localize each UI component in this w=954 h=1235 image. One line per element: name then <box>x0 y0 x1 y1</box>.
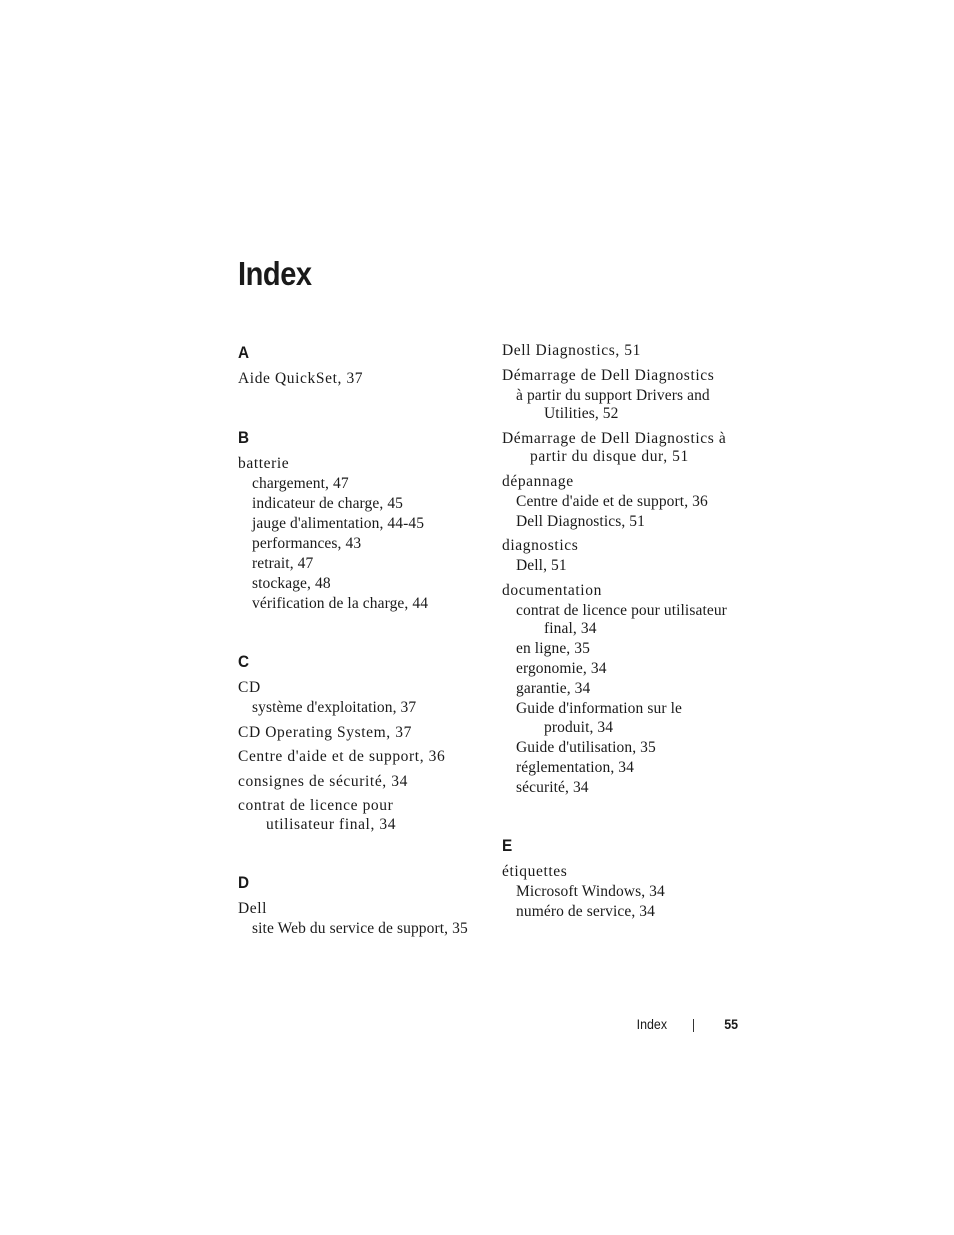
index-subterm-text: à partir du support Drivers and <box>516 386 710 404</box>
index-subterm: sécurité, 34 <box>516 778 589 796</box>
section-letter: D <box>238 873 250 892</box>
index-term-text: CD <box>238 679 261 696</box>
index-term-text: Démarrage de Dell Diagnostics <box>502 366 715 384</box>
index-section <box>238 872 488 939</box>
index-term-text: diagnostics <box>502 537 579 554</box>
index-subterm: Dell, 51 <box>516 557 567 574</box>
index-subterm: numéro de service, 34 <box>516 903 655 920</box>
index-term-text: Démarrage de Dell Diagnostics à <box>502 429 727 447</box>
index-term-text: consignes de sécurité, 34 <box>238 772 408 790</box>
index-subterm-continuation: Utilities, 52 <box>544 405 619 422</box>
page-footer <box>0 1015 954 1035</box>
section-letter: B <box>238 427 250 447</box>
index-entry <box>238 773 488 792</box>
index-section <box>502 342 747 797</box>
index-term <box>238 797 488 834</box>
index-term-text: Centre d'aide et de support, 36 <box>238 748 446 765</box>
index-entry <box>502 863 747 922</box>
index-subterm: réglementation, 34 <box>516 758 635 776</box>
footer-section-label: Index <box>636 1017 667 1032</box>
section-letter: A <box>238 343 250 362</box>
page-title: Index <box>238 255 312 292</box>
index-subterm: stockage, 48 <box>252 574 331 592</box>
index-subterm: Microsoft Windows, 34 <box>516 883 665 900</box>
index-term <box>238 679 488 698</box>
index-section <box>238 342 488 389</box>
index-term <box>238 900 488 919</box>
index-entry <box>238 748 488 767</box>
index-entry <box>502 430 747 467</box>
index-term-text: contrat de licence pour <box>238 797 394 814</box>
index-term <box>502 473 747 492</box>
index-term <box>502 582 747 601</box>
index-subterm: Dell Diagnostics, 51 <box>516 512 645 530</box>
footer-divider <box>693 1019 694 1032</box>
index-subterm: jauge d'alimentation, 44-45 <box>252 514 425 532</box>
index-entry <box>502 473 747 532</box>
index-entry <box>238 455 488 614</box>
index-term <box>238 724 488 743</box>
index-term-continuation: utilisateur final, 34 <box>266 815 397 833</box>
index-subterm: ergonomie, 34 <box>516 660 607 677</box>
page-number: 55 <box>724 1017 738 1032</box>
index-entry <box>238 900 488 939</box>
index-term <box>238 773 488 792</box>
index-subterm <box>502 387 747 424</box>
index-column-right <box>502 342 747 960</box>
index-subterm-text: Guide d'information sur le <box>516 700 682 717</box>
index-term-text: Aide QuickSet, 37 <box>238 370 364 387</box>
index-entry <box>238 370 488 389</box>
index-subterm <box>502 602 747 639</box>
index-entry <box>502 537 747 576</box>
index-term <box>502 367 747 386</box>
index-term <box>238 455 488 474</box>
index-term <box>502 863 747 882</box>
index-subterm: chargement, 47 <box>252 474 349 492</box>
index-section <box>238 651 488 834</box>
index-term-text: batterie <box>238 454 290 472</box>
index-term-text: Dell Diagnostics, 51 <box>502 342 641 359</box>
index-term-text: dépannage <box>502 472 574 490</box>
index-term <box>502 537 747 556</box>
index-subterm: en ligne, 35 <box>516 640 590 657</box>
index-subterm <box>502 700 747 737</box>
index-section <box>238 427 488 614</box>
index-subterm-text: contrat de licence pour utilisateur <box>516 601 727 619</box>
index-subterm: Guide d'utilisation, 35 <box>516 738 656 756</box>
index-column-left <box>238 342 488 977</box>
index-term <box>238 370 488 389</box>
index-term-text: Dell <box>238 900 268 917</box>
index-entry <box>502 367 747 424</box>
index-subterm: vérification de la charge, 44 <box>252 594 429 612</box>
index-entry <box>238 797 488 834</box>
index-subterm: retrait, 47 <box>252 554 314 572</box>
index-term-text: documentation <box>502 581 602 599</box>
index-subterm: site Web du service de support, 35 <box>252 920 468 937</box>
index-term <box>502 342 747 361</box>
index-subterm: indicateur de charge, 45 <box>252 494 404 512</box>
index-subterm: garantie, 34 <box>516 680 591 697</box>
index-entry <box>502 582 747 798</box>
index-subterm-continuation: final, 34 <box>544 620 597 637</box>
index-entry <box>238 724 488 743</box>
index-term-continuation: partir du disque dur, 51 <box>530 448 689 465</box>
index-term <box>502 430 747 467</box>
index-subterm: performances, 43 <box>252 534 362 552</box>
index-subterm: Centre d'aide et de support, 36 <box>516 492 708 510</box>
index-term-text: étiquettes <box>502 863 568 880</box>
section-letter: E <box>502 836 513 855</box>
index-subterm: système d'exploitation, 37 <box>252 699 417 716</box>
index-term <box>238 748 488 767</box>
index-term-text: CD Operating System, 37 <box>238 723 412 741</box>
section-letter: C <box>238 652 250 671</box>
index-subterm-continuation: produit, 34 <box>544 718 614 736</box>
index-section <box>502 835 747 922</box>
index-entry <box>238 679 488 718</box>
index-entry <box>502 342 747 361</box>
